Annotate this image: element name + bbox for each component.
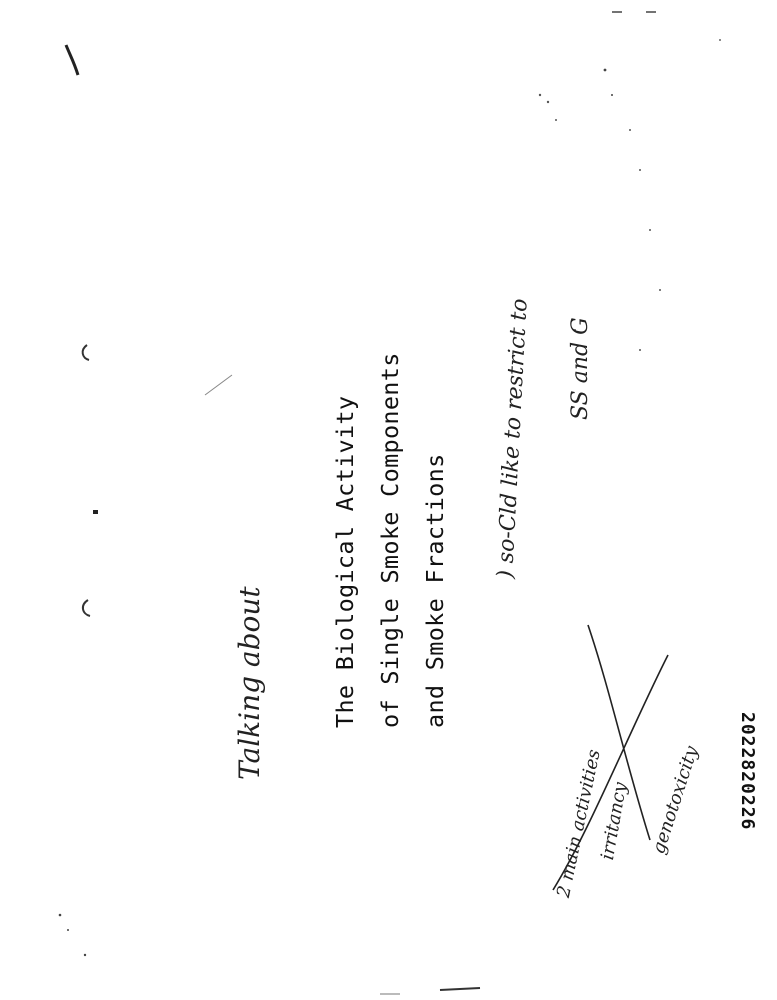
pen-arc-mark-2 [83, 600, 90, 616]
document-title [325, 228, 453, 728]
speck [639, 349, 641, 351]
handwritten-note-genotoxicity: genotoxicity [648, 743, 703, 857]
speck [547, 101, 549, 103]
speck [639, 169, 641, 171]
handwritten-note-main-activities: 2 main activities [553, 747, 605, 900]
title-line-2: of Single Smoke Components [376, 352, 404, 728]
bottom-edge-artifact [440, 988, 480, 990]
speck [629, 129, 631, 131]
speck [539, 94, 541, 96]
handwritten-note-restrict: ) so-Cld like to restrict to [493, 297, 533, 580]
handwritten-note-ss: SS and G [568, 317, 593, 420]
speck [659, 289, 661, 291]
pen-arc-mark [83, 345, 89, 360]
speck [719, 39, 721, 41]
title-line-1: The Biological Activity [331, 395, 359, 728]
speck [84, 954, 86, 956]
pen-stroke-top-left [66, 45, 78, 75]
document-id-number: 2022820226 [737, 712, 758, 831]
ink-dot [93, 510, 98, 514]
title-line-3: and Smoke Fractions [421, 453, 449, 728]
speck [555, 119, 557, 121]
speck [59, 914, 62, 917]
speck [67, 929, 69, 931]
speck [649, 229, 651, 231]
faint-diagonal-line [205, 375, 232, 395]
handwritten-note-irritancy: irritancy [597, 780, 632, 862]
speck [604, 69, 607, 72]
handwritten-note-talking: Talking about [233, 586, 266, 780]
speck [611, 94, 613, 96]
